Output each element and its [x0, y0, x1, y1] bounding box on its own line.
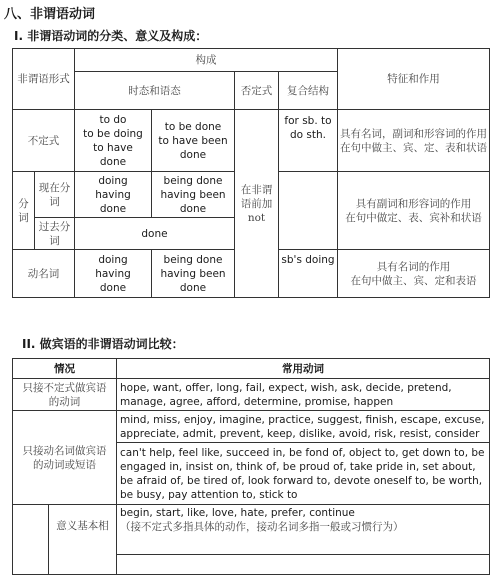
participle-label: 分词 [13, 172, 35, 250]
gerund-only-situation: 只接动名词做宾语 的动词或短语 [13, 411, 117, 505]
infinitive-only-situation: 只接不定式做宾语 的动词 [13, 379, 117, 411]
chapter-heading: 八、非谓语动词 [4, 7, 96, 22]
infinitive-active: to do to be doing to have done [75, 110, 152, 172]
next-row-cell [117, 555, 490, 575]
infinitive-label: 不定式 [13, 110, 75, 172]
structure-header: 构成 [75, 49, 338, 72]
gerund-passive: being done having been done [152, 250, 235, 298]
gerund-only-verbs-a: mind, miss, enjoy, imagine, practice, suggest, finish, escape, excuse, appreciate, admit, prevent, keep, dislike, avoid, risk, resist, consider [117, 411, 490, 443]
infinitive-compound: for sb. to do sth. [279, 110, 338, 172]
similar-meaning-verbs [117, 505, 490, 555]
section1-title: I. 非谓语动词的分类、意义及构成： [14, 29, 208, 43]
tense-voice-header: 时态和语态 [75, 72, 235, 110]
similar-meaning-situation: 意义基本相 [49, 505, 117, 575]
situation-header: 情况 [13, 359, 117, 379]
infinitive-only-verbs: hope, want, offer, long, fail, expect, wish, ask, decide, pretend, manage, agree, afford, determine, promise, happen [117, 379, 490, 411]
object-comparison-table [12, 358, 490, 575]
verbs-header: 常用动词 [117, 359, 490, 379]
negation-header: 否定式 [235, 72, 279, 110]
present-participle-label: 现在分 词 [35, 172, 75, 218]
section2-title: II. 做宾语的非谓语动词比较： [22, 337, 184, 351]
similar-meaning-note: （接不定式多指具体的动作，接动名词多指一般或习惯行为） [120, 521, 404, 533]
gerund-label: 动名词 [13, 250, 75, 298]
present-participle-passive: being done having been done [152, 172, 235, 218]
past-participle-label: 过去分 词 [35, 218, 75, 250]
infinitive-passive: to be done to have been done [152, 110, 235, 172]
feature-header: 特征和作用 [338, 49, 490, 110]
both-forms-group-cell [13, 505, 49, 575]
past-participle-form: done [75, 218, 235, 250]
present-participle-active: doing having done [75, 172, 152, 218]
participle-feature: 具有副词和形容词的作用 在句中做定、表、宾补和状语 [338, 172, 490, 250]
similar-meaning-verb-list: begin, start, like, love, hate, prefer, continue [120, 507, 355, 519]
participle-compound-empty [279, 172, 338, 250]
gerund-compound: sb's doing [279, 250, 338, 298]
negation-value: 在非谓 语前加 not [235, 110, 279, 298]
gerund-only-verbs-b: can't help, feel like, succeed in, be fond of, object to, get down to, be engaged in, insist on, think of, be proud of, take pride in, set about, be afraid of, be tired of, look forward to, devote oneself to, be worth, be busy, pay attention to, stick to [117, 443, 490, 505]
classification-table [12, 48, 490, 298]
infinitive-feature: 具有名词，副词和形容词的作用 在句中做主、宾、定、表和状语 [338, 110, 490, 172]
gerund-active: doing having done [75, 250, 152, 298]
compound-header: 复合结构 [279, 72, 338, 110]
form-header: 非谓语形式 [13, 49, 75, 110]
gerund-feature: 具有名词的作用 在句中做主、宾、定和表语 [338, 250, 490, 298]
